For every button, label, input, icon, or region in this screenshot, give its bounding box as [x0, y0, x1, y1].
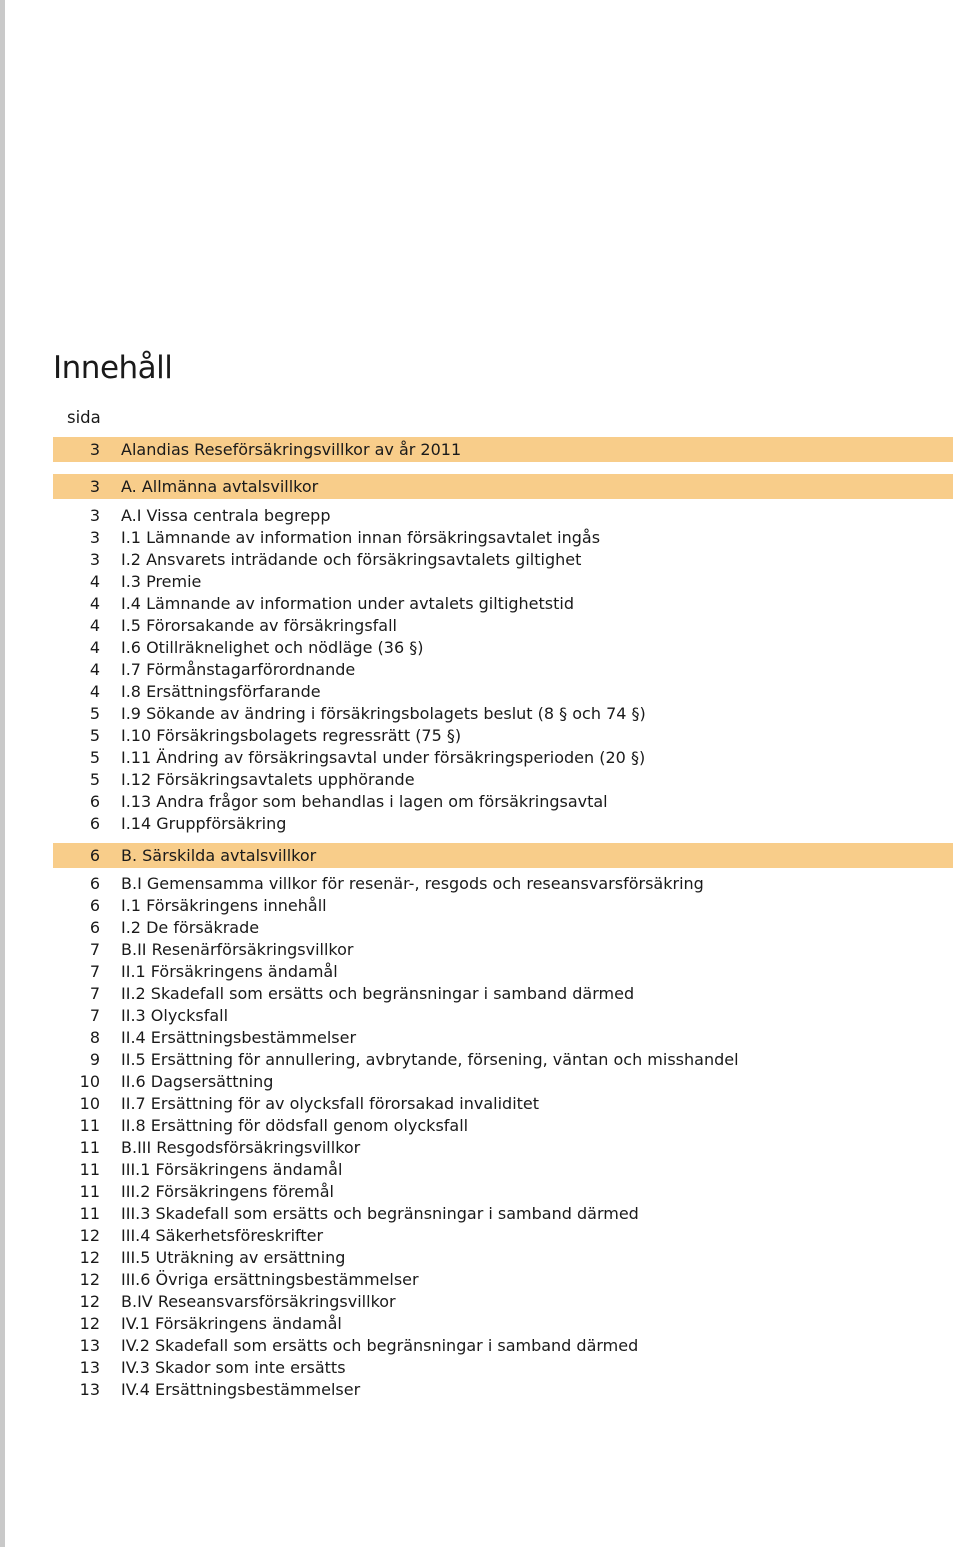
toc-entry[interactable]: [53, 593, 953, 615]
toc-entry-title: II.7 Ersättning för av olycksfall förorsakad invaliditet: [121, 1094, 540, 1113]
toc-entry-title: II.5 Ersättning för annullering, avbrytande, försening, väntan och misshandel: [121, 1050, 739, 1069]
toc-page-number: 12: [79, 1226, 100, 1245]
toc-entry-title: I.7 Förmånstagarförordnande: [121, 660, 356, 679]
toc-entry[interactable]: [53, 939, 953, 961]
toc-entry-title: B.III Resgodsförsäkringsvillkor: [121, 1138, 361, 1157]
toc-page-number: 11: [79, 1204, 100, 1223]
toc-entry[interactable]: [53, 659, 953, 681]
toc-entry-title: I.4 Lämnande av information under avtalets giltighetstid: [121, 594, 575, 613]
toc-entry[interactable]: [53, 637, 953, 659]
toc-entry-title: II.4 Ersättningsbestämmelser: [121, 1028, 357, 1047]
toc-entry-title: II.3 Olycksfall: [121, 1006, 229, 1025]
toc-page-number: 7: [89, 962, 100, 981]
toc-page-number: 6: [89, 792, 100, 811]
toc-entry[interactable]: [53, 1071, 953, 1093]
toc-entry-title: II.6 Dagsersättning: [121, 1072, 274, 1091]
toc-page-number: 4: [89, 682, 100, 701]
toc-page-number: 13: [79, 1380, 100, 1399]
toc-entry-title: I.14 Gruppförsäkring: [121, 814, 287, 833]
toc-page-number: 5: [89, 748, 100, 767]
page-edge-shadow: [0, 0, 5, 1547]
toc-entry[interactable]: [53, 1203, 953, 1225]
toc-entry[interactable]: [53, 725, 953, 747]
toc-entry[interactable]: [53, 703, 953, 725]
toc-entry-title: IV.3 Skador som inte ersätts: [121, 1358, 346, 1377]
toc-entry[interactable]: [53, 1137, 953, 1159]
toc-entry-title: I.9 Sökande av ändring i försäkringsbolagets beslut (8 § och 74 §): [121, 704, 646, 723]
toc-entry[interactable]: [53, 1357, 953, 1379]
toc-page-number: 3: [89, 528, 100, 547]
toc-page-number: 3: [89, 506, 100, 525]
toc-entry-title: A. Allmänna avtalsvillkor: [121, 477, 319, 496]
toc-page-number: 13: [79, 1358, 100, 1377]
page-column-label: sida: [67, 408, 101, 427]
toc-page-number: 4: [89, 660, 100, 679]
toc-page-number: 4: [89, 638, 100, 657]
toc-entry[interactable]: [53, 1181, 953, 1203]
toc-page-number: 12: [79, 1248, 100, 1267]
toc-entry-title: Alandias Reseförsäkringsvillkor av år 2011: [121, 440, 462, 459]
toc-entry-title: III.3 Skadefall som ersätts och begränsningar i samband därmed: [121, 1204, 639, 1223]
toc-entry[interactable]: [53, 1335, 953, 1357]
toc-entry[interactable]: [53, 571, 953, 593]
toc-page-number: 11: [79, 1116, 100, 1135]
toc-entry-title: I.12 Försäkringsavtalets upphörande: [121, 770, 415, 789]
toc-entry[interactable]: [53, 615, 953, 637]
toc-page-number: 13: [79, 1336, 100, 1355]
page-title: Innehåll: [53, 350, 173, 386]
toc-entry-title: I.2 De försäkrade: [121, 918, 260, 937]
toc-entry-title: I.11 Ändring av försäkringsavtal under försäkringsperioden (20 §): [121, 748, 646, 767]
toc-entry-title: III.5 Uträkning av ersättning: [121, 1248, 346, 1267]
toc-page-number: 3: [89, 477, 100, 496]
toc-entry-title: A.I Vissa centrala begrepp: [121, 506, 331, 525]
toc-entry[interactable]: [53, 1313, 953, 1335]
toc-page-number: 12: [79, 1292, 100, 1311]
toc-page-number: 11: [79, 1182, 100, 1201]
toc-entry[interactable]: [53, 1291, 953, 1313]
toc-entry[interactable]: [53, 769, 953, 791]
toc-entry[interactable]: [53, 1247, 953, 1269]
toc-page-number: 5: [89, 704, 100, 723]
toc-entry-title: IV.4 Ersättningsbestämmelser: [121, 1380, 361, 1399]
toc-page-number: 5: [89, 770, 100, 789]
toc-page-number: 7: [89, 940, 100, 959]
toc-page-number: 3: [89, 550, 100, 569]
toc-section-heading[interactable]: [53, 474, 953, 499]
toc-page-number: 6: [89, 874, 100, 893]
toc-page-number: 6: [89, 814, 100, 833]
toc-page-number: 6: [89, 918, 100, 937]
toc-entry[interactable]: [53, 1027, 953, 1049]
toc-entry[interactable]: [53, 873, 953, 895]
toc-entry[interactable]: [53, 1269, 953, 1291]
toc-entry[interactable]: [53, 813, 953, 835]
toc-entry-title: III.4 Säkerhetsföreskrifter: [121, 1226, 324, 1245]
toc-page-number: 7: [89, 984, 100, 1003]
toc-entry[interactable]: [53, 1115, 953, 1137]
toc-entry[interactable]: [53, 1093, 953, 1115]
toc-entry-title: I.3 Premie: [121, 572, 202, 591]
toc-page-number: 7: [89, 1006, 100, 1025]
toc-entry-title: I.5 Förorsakande av försäkringsfall: [121, 616, 397, 635]
toc-page-number: 11: [79, 1138, 100, 1157]
toc-entry-title: II.8 Ersättning för dödsfall genom olycksfall: [121, 1116, 469, 1135]
toc-section-heading[interactable]: [53, 843, 953, 868]
toc-entry-title: IV.2 Skadefall som ersätts och begränsningar i samband därmed: [121, 1336, 639, 1355]
toc-entry-title: B. Särskilda avtalsvillkor: [121, 846, 317, 865]
toc-entry[interactable]: [53, 1159, 953, 1181]
toc-entry[interactable]: [53, 549, 953, 571]
toc-entry-title: I.2 Ansvarets inträdande och försäkringsavtalets giltighet: [121, 550, 582, 569]
toc-entry-title: B.IV Reseansvarsförsäkringsvillkor: [121, 1292, 396, 1311]
toc-entry-title: I.1 Lämnande av information innan försäkringsavtalet ingås: [121, 528, 601, 547]
toc-section-heading[interactable]: [53, 437, 953, 462]
toc-entry[interactable]: [53, 1379, 953, 1401]
toc-page-number: 6: [89, 846, 100, 865]
toc-page-number: 12: [79, 1270, 100, 1289]
toc-page-number: 6: [89, 896, 100, 915]
toc-entry-title: I.1 Försäkringens innehåll: [121, 896, 327, 915]
toc-entry[interactable]: [53, 1049, 953, 1071]
toc-entry-title: I.10 Försäkringsbolagets regressrätt (75 §): [121, 726, 462, 745]
toc-entry-title: B.II Resenärförsäkringsvillkor: [121, 940, 354, 959]
toc-entry-title: II.2 Skadefall som ersätts och begränsningar i samband därmed: [121, 984, 635, 1003]
toc-entry[interactable]: [53, 527, 953, 549]
toc-page-number: 4: [89, 616, 100, 635]
toc-page-number: 12: [79, 1314, 100, 1333]
toc-page-number: 9: [89, 1050, 100, 1069]
toc-entry[interactable]: [53, 961, 953, 983]
toc-entry-title: B.I Gemensamma villkor för resenär-, resgods och reseansvarsförsäkring: [121, 874, 704, 893]
toc-entry[interactable]: [53, 1005, 953, 1027]
toc-entry-title: I.8 Ersättningsförfarande: [121, 682, 321, 701]
toc-entry-title: I.6 Otillräknelighet och nödläge (36 §): [121, 638, 424, 657]
toc-entry-title: II.1 Försäkringens ändamål: [121, 962, 338, 981]
toc-entry-title: I.13 Andra frågor som behandlas i lagen om försäkringsavtal: [121, 792, 608, 811]
toc-entry[interactable]: [53, 983, 953, 1005]
toc-entry[interactable]: [53, 1225, 953, 1247]
toc-entry[interactable]: [53, 681, 953, 703]
toc-entry-title: III.6 Övriga ersättningsbestämmelser: [121, 1270, 419, 1289]
toc-entry-title: III.1 Försäkringens ändamål: [121, 1160, 343, 1179]
toc-entry[interactable]: [53, 505, 953, 527]
toc-entry-title: IV.1 Försäkringens ändamål: [121, 1314, 342, 1333]
toc-page-number: 4: [89, 572, 100, 591]
toc-entry[interactable]: [53, 791, 953, 813]
toc-entry[interactable]: [53, 917, 953, 939]
toc-page-number: 10: [79, 1094, 100, 1113]
toc-entry[interactable]: [53, 895, 953, 917]
toc-page-number: 4: [89, 594, 100, 613]
toc-entry[interactable]: [53, 747, 953, 769]
toc-page-number: 8: [89, 1028, 100, 1047]
toc-page-number: 3: [89, 440, 100, 459]
toc-page-number: 11: [79, 1160, 100, 1179]
toc-page-number: 5: [89, 726, 100, 745]
toc-entry-title: III.2 Försäkringens föremål: [121, 1182, 334, 1201]
toc-page-number: 10: [79, 1072, 100, 1091]
